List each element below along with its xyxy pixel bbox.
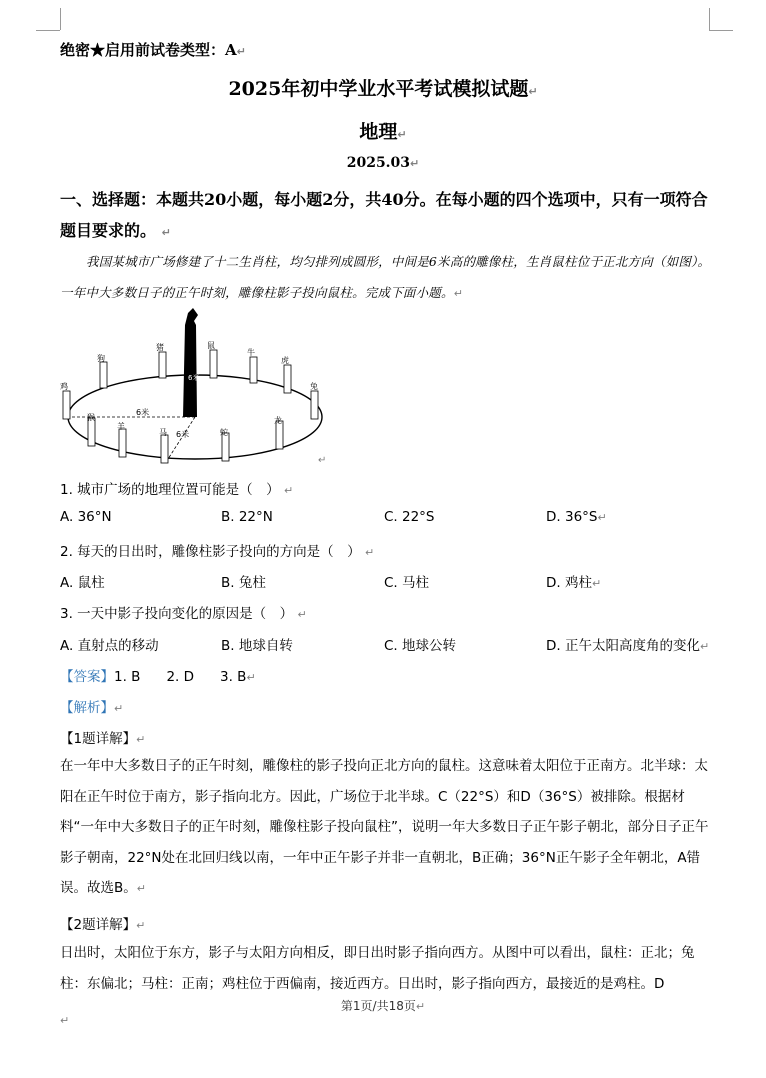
- label-hu: 虎: [281, 356, 289, 365]
- answer-1: 1. B: [114, 669, 141, 685]
- exam-date: 2025.03↵: [346, 155, 420, 171]
- label-shu: 鼠: [207, 341, 215, 350]
- answer-2: 2. D: [166, 669, 195, 685]
- q2-option-b: B. 兔柱: [221, 575, 266, 591]
- section-heading: 一、选择题：本题共20小题，每小题2分，共40分。在每小题的四个选项中，只有一项符合题目要求的。 ↵: [60, 190, 708, 240]
- label-niu: 牛: [247, 348, 255, 357]
- q3-option-a: A. 直射点的移动: [60, 638, 159, 654]
- label-ji: 鸡: [60, 382, 68, 391]
- question-3-stem: 3. 一天中影子投向变化的原因是（ ） ↵: [60, 606, 307, 622]
- question-1-stem: 1. 城市广场的地理位置可能是（ ） ↵: [60, 482, 294, 498]
- subject-title: 地理↵: [359, 121, 407, 143]
- crop-mark-top-left-v: [60, 8, 61, 30]
- label-gou: 狗: [97, 354, 105, 363]
- detail-2-text: 日出时，太阳位于东方，影子与太阳方向相反，即日出时影子指向西方。从图中可以看出，鼠柱：正北；兔柱：东偏北；马柱：正南；鸡柱位于西偏南，接近西方。日出时，影子指向西方，最接近的是鸡柱。D: [60, 945, 695, 992]
- zodiac-plaza-figure: [60, 305, 330, 470]
- q1-option-c: C. 22°S: [384, 509, 435, 525]
- label-zhu: 猪: [156, 343, 164, 352]
- q3-option-c: C. 地球公转: [384, 638, 457, 654]
- detail-1-tag: 【1题详解】↵: [60, 731, 146, 747]
- crop-mark-top-right-v: [709, 8, 710, 30]
- answer-tag: 【答案】: [60, 669, 114, 685]
- q1-option-b: B. 22°N: [221, 509, 273, 525]
- label-hou: 猴: [87, 413, 95, 422]
- paragraph-mark: ↵: [318, 455, 327, 466]
- crop-mark-top-right-h: [709, 30, 733, 31]
- q2-option-a: A. 鼠柱: [60, 575, 105, 591]
- q1-option-d: D. 36°S↵: [546, 509, 607, 525]
- label-radius-left: 6米: [136, 408, 150, 417]
- q3-option-b: B. 地球自转: [221, 638, 293, 654]
- label-she: 蛇: [220, 428, 228, 437]
- detail-2-tag: 【2题详解】↵: [60, 917, 146, 933]
- answer-line: 【答案】1. B 2. D 3. B↵: [60, 669, 256, 685]
- secret-label: 绝密★启用前试卷类型：A↵: [60, 41, 246, 59]
- exam-title: 2025年初中学业水平考试模拟试题↵: [228, 78, 538, 100]
- analysis-tag: 【解析】↵: [60, 700, 124, 716]
- question-2-stem: 2. 每天的日出时，雕像柱影子投向的方向是（ ） ↵: [60, 544, 375, 560]
- crop-mark-top-left-h: [36, 30, 60, 31]
- label-yang: 羊: [117, 422, 125, 431]
- answer-3: 3. B: [220, 669, 247, 685]
- label-long: 龙: [274, 416, 282, 425]
- trailing-paragraph-mark: ↵: [60, 1014, 70, 1027]
- q2-option-d: D. 鸡柱↵: [546, 575, 602, 591]
- label-radius-down: 6米: [176, 430, 190, 439]
- q1-option-a: A. 36°N: [60, 509, 112, 525]
- page-footer: 第1页/共18页↵: [340, 999, 426, 1013]
- question-stem: 我国某城市广场修建了十二生肖柱，均匀排列成圆形，中间是6米高的雕像柱，生肖鼠柱位于正北方向（如图）。一年中大多数日子的正午时刻，雕像柱影子投向鼠柱。完成下面小题。↵: [60, 254, 711, 300]
- label-tu: 兔: [310, 382, 318, 391]
- detail-1-text: 在一年中大多数日子的正午时刻，雕像柱的影子投向正北方向的鼠柱。这意味着太阳位于正南方。北半球：太阳在正午时位于南方，影子指向北方。因此，广场位于北半球。C（22°S）和D（36°S）被排除。根据材料“一年中大多数日子的正午时刻，雕像柱影子投向鼠柱”，说明一年大多数日子正午影子朝北，部分日子正午影子朝南，22°N处在北回归线以南，一年中正午影子并非一直朝北，B正确；36°N正午影子全年朝北，A错误。故选B。↵: [60, 758, 709, 896]
- label-ma: 马: [159, 428, 167, 437]
- q2-option-c: C. 马柱: [384, 575, 430, 591]
- q3-option-d: D. 正午太阳高度角的变化↵: [546, 638, 710, 654]
- label-height: 6米: [188, 374, 200, 382]
